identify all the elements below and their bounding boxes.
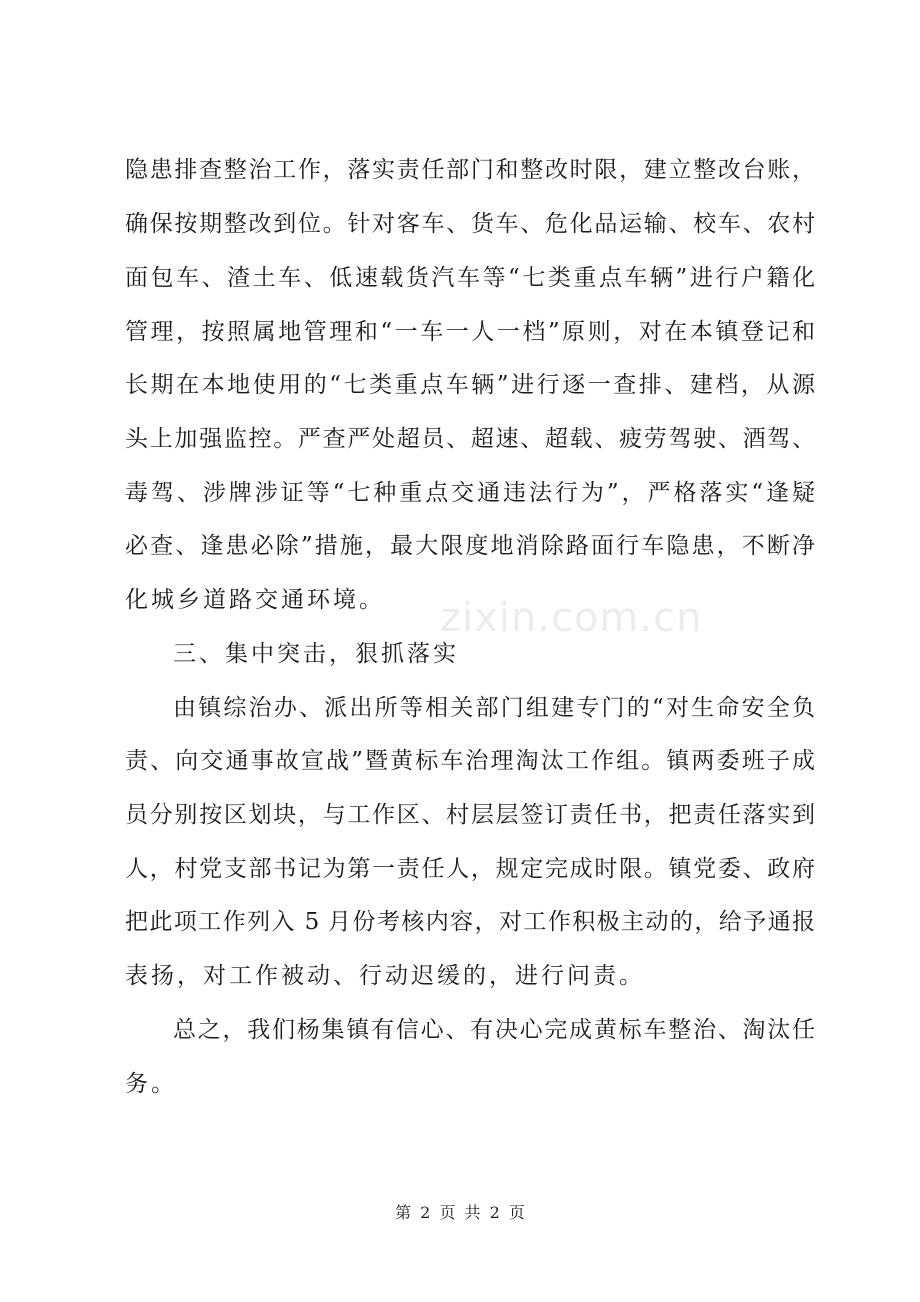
body-text-line: 面包车、渣土车、低速载货汽车等“七类重点车辆”进行户籍化 [125,265,815,291]
body-text-line: 长期在本地使用的“七类重点车辆”进行逐一查排、建档，从源 [125,372,815,398]
body-text-line: 确保按期整改到位。针对客车、货车、危化品运输、校车、农村 [125,211,815,237]
watermark: zixin.com.cn [440,595,703,641]
body-text-line: 由镇综治办、派出所等相关部门组建专门的“对生命安全负 [173,695,815,721]
body-text-line: 把此项工作列入 5 月份考核内容，对工作积极主动的，给予通报 [125,909,815,935]
body-text-line: 化城乡道路交通环境。 [125,587,385,613]
page-footer: 第 2 页 共 2 页 [395,1203,525,1222]
body-text-line: 员分别按区划块，与工作区、村层层签订责任书，把责任落实到 [125,802,815,828]
body-text-line: 隐患排查整治工作，落实责任部门和整改时限，建立整改台账， [125,157,815,183]
body-text-line: 毒驾、涉牌涉证等“七种重点交通违法行为”，严格落实“逢疑 [125,480,815,506]
body-text-line: 总之，我们杨集镇有信心、有决心完成黄标车整治、淘汰任 [173,1017,815,1043]
body-text-line: 管理，按照属地管理和“一车一人一档”原则，对在本镇登记和 [125,319,815,345]
body-text-line: 必查、逢患必除”措施，最大限度地消除路面行车隐患，不断净 [125,533,815,559]
section-heading: 三、集中突击，狠抓落实 [173,641,459,667]
body-text-line: 责、向交通事故宣战”暨黄标车治理淘汰工作组。镇两委班子成 [125,748,815,774]
body-text-line: 表扬，对工作被动、行动迟缓的，进行问责。 [125,963,645,989]
body-text-line: 务。 [125,1071,177,1097]
body-text-line: 头上加强监控。严查严处超员、超速、超载、疲劳驾驶、酒驾、 [125,426,815,452]
body-text-line: 人，村党支部书记为第一责任人，规定完成时限。镇党委、政府 [125,856,815,882]
